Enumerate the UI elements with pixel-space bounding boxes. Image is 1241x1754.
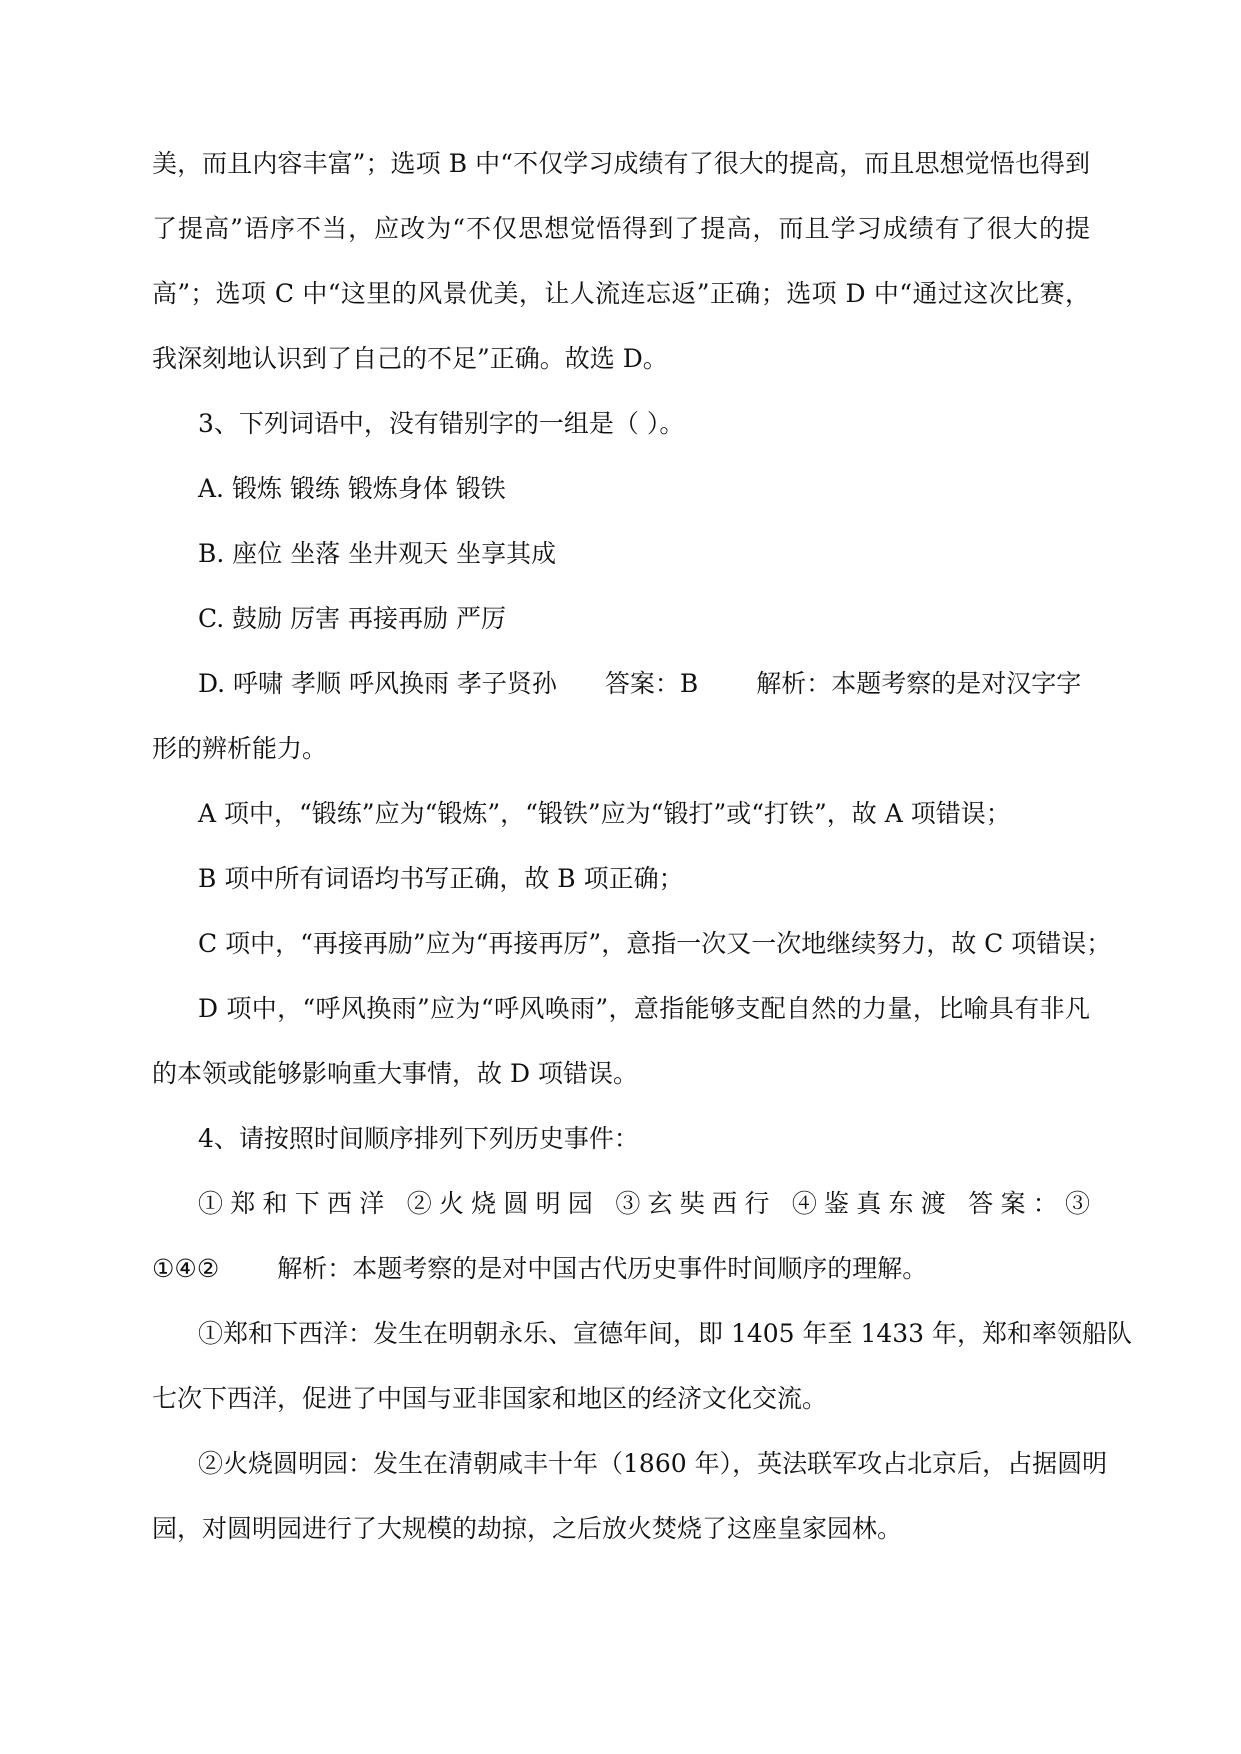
question-4-detail-2-line-2: 园，对圆明园进行了大规模的劫掠，之后放火焚烧了这座皇家园林。 bbox=[152, 1514, 903, 1543]
question-4-event-1: ①郑和下西洋 bbox=[198, 1189, 392, 1218]
question-3-explain-d-line-2: 的本领或能够影响重大事情，故 D 项错误。 bbox=[152, 1059, 638, 1088]
question-3-answer: 答案：B bbox=[604, 669, 699, 698]
question-4-answer: 答案：③ bbox=[968, 1189, 1090, 1218]
q2-analysis-line-4: 我深刻地认识到了自己的不足”正确。故选 D。 bbox=[152, 344, 668, 373]
question-3-analysis: 解析：本题考察的是对汉字字 bbox=[756, 669, 1082, 698]
question-3-option-c: C. 鼓励 厉害 再接再励 严厉 bbox=[198, 604, 506, 633]
question-4-answer-rest: ①④② bbox=[152, 1254, 220, 1283]
question-3-option-b: B. 座位 坐落 坐井观天 坐享其成 bbox=[198, 539, 557, 568]
question-4-detail-1-line-2: 七次下西洋，促进了中国与亚非国家和地区的经济文化交流。 bbox=[152, 1384, 828, 1413]
q2-analysis-line-1: 美，而且内容丰富”；选项 B 中“不仅学习成绩有了很大的提高，而且思想觉悟也得到 bbox=[152, 149, 1090, 178]
question-4-stem: 4、请按照时间顺序排列下列历史事件： bbox=[198, 1124, 639, 1153]
question-3-option-d-line bbox=[152, 662, 1090, 727]
q2-analysis-line-2: 了提高”语序不当，应改为“不仅思想觉悟得到了提高，而且学习成绩有了很大的提 bbox=[152, 214, 1090, 243]
question-3-explain-d-line-1: D 项中，“呼风换雨”应为“呼风唤雨”，意指能够支配自然的力量，比喻具有非凡 bbox=[198, 994, 1090, 1023]
question-3-stem: 3、下列词语中，没有错别字的一组是（ ）。 bbox=[198, 409, 685, 438]
question-3-explain-c: C 项中，“再接再励”应为“再接再厉”，意指一次又一次地继续努力，故 C 项错误； bbox=[198, 929, 1112, 958]
question-3-option-d: D. 呼啸 孝顺 呼风换雨 孝子贤孙 bbox=[198, 669, 557, 698]
q2-analysis-line-3: 高”；选项 C 中“这里的风景优美，让人流连忘返”正确；选项 D 中“通过这次比赛， bbox=[152, 279, 1090, 308]
question-4-event-3: ③玄奘西行 bbox=[615, 1189, 777, 1218]
question-3-explain-a: A 项中，“锻练”应为“锻炼”，“锻铁”应为“锻打”或“打铁”，故 A 项错误； bbox=[198, 799, 1011, 828]
question-3-explain-b: B 项中所有词语均书写正确，故 B 项正确； bbox=[198, 864, 684, 893]
document-page bbox=[152, 142, 1133, 1572]
question-3-option-a: A. 锻炼 锻练 锻炼身体 锻铁 bbox=[198, 474, 506, 503]
question-4-event-2: ②火烧圆明园 bbox=[406, 1189, 601, 1218]
question-4-events-line bbox=[152, 1182, 1090, 1247]
question-4-event-4: ④鉴真东渡 bbox=[791, 1189, 954, 1218]
question-4-analysis: 解析：本题考察的是对中国古代历史事件时间顺序的理解。 bbox=[277, 1254, 928, 1283]
question-4-detail-1-line-1: ①郑和下西洋：发生在明朝永乐、宣德年间，即 1405 年至 1433 年，郑和率领船队 bbox=[198, 1319, 1133, 1348]
question-3-analysis-continued: 形的辨析能力。 bbox=[152, 734, 328, 763]
question-4-detail-2-line-1: ②火烧圆明园：发生在清朝咸丰十年（1860 年），英法联军攻占北京后，占据圆明 bbox=[198, 1449, 1108, 1478]
question-4-answer-analysis-line bbox=[152, 1247, 1090, 1312]
